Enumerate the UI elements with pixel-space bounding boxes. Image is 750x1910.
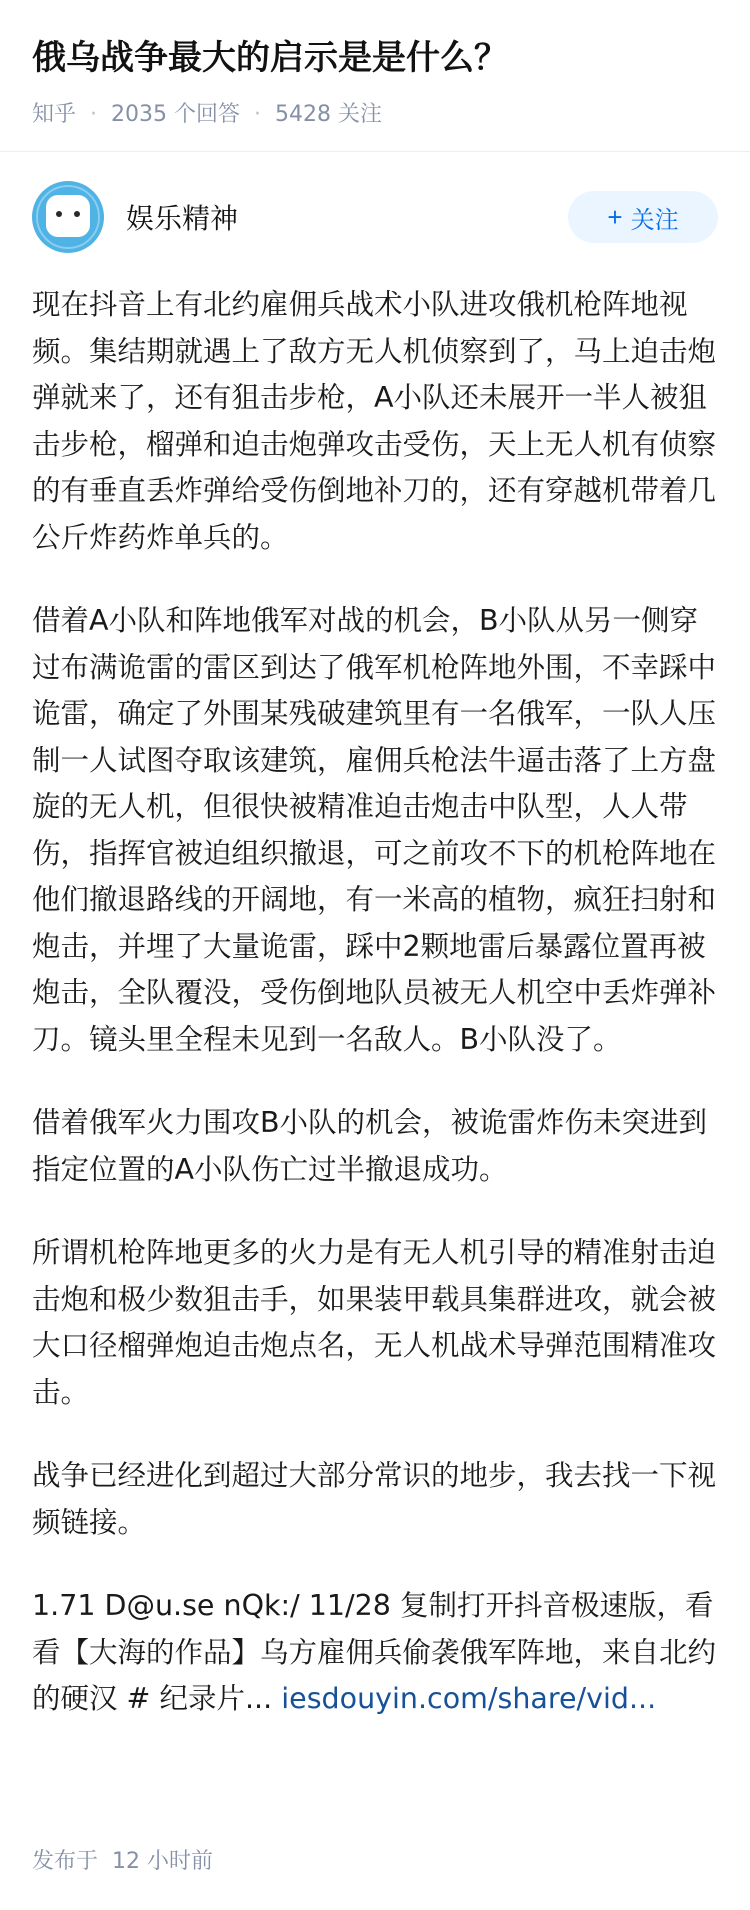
paragraph-gap: [32, 1063, 718, 1100]
question-header: [0, 0, 750, 152]
follower-count[interactable]: 5428 关注: [275, 102, 382, 127]
answer-paragraph: 借着A小队和阵地俄军对战的机会，B小队从另一侧穿过布满诡雷的雷区到达了俄军机枪阵地外围，不幸踩中诡雷，确定了外围某残破建筑里有一名俄军，一队人压制一人试图夺取该建筑，雇佣兵枪法牛逼击落了上方盘旋的无人机，但很快被精准迫击炮击中队型，人人带伤，指挥官被迫组织撤退，可之前攻不下的机枪阵地在他们撤退路线的开阔地，有一米高的植物，疯狂扫射和炮击，并埋了大量诡雷，踩中2颗地雷后暴露位置再被炮击，全队覆没，受伤倒地队员被无人机空中丢炸弹补刀。镜头里全程未见到一名敌人。B小队没了。: [32, 604, 717, 1056]
paragraph-gap: [32, 1416, 718, 1453]
answer-paragraph: 借着俄军火力围攻B小队的机会，被诡雷炸伤未突进到指定位置的A小队伤亡过半撤退成功。: [32, 1106, 708, 1186]
answer-content: [0, 282, 750, 1723]
paragraph-gap: [32, 1193, 718, 1230]
follow-button[interactable]: [568, 191, 718, 243]
question-title[interactable]: 俄乌战争最大的启示是是什么？: [32, 38, 508, 78]
plus-icon: +: [607, 202, 623, 232]
avatar-eye-icon: [74, 211, 80, 217]
share-paragraph: [32, 1583, 718, 1723]
follow-label: 关注: [630, 206, 679, 234]
meta-separator: ·: [254, 102, 261, 127]
author-name[interactable]: 娱乐精神: [126, 202, 239, 235]
paragraph-gap: [32, 561, 718, 598]
answer-count[interactable]: 2035 个回答: [111, 102, 240, 127]
source-label[interactable]: 知乎: [32, 102, 77, 127]
share-link[interactable]: iesdouyin.com/share/vid...: [281, 1682, 657, 1715]
publish-info: [32, 1844, 213, 1875]
avatar-face-icon: [46, 195, 90, 237]
answer-paragraph: 战争已经进化到超过大部分常识的地步，我去找一下视频链接。: [32, 1459, 717, 1539]
avatar-eye-icon: [56, 211, 62, 217]
avatar[interactable]: [32, 181, 104, 253]
question-meta: [32, 100, 718, 130]
share-text: 1.71 D@u.se nQk:/ 11/28 复制打开抖音极速版，看看【大海的作品】乌方雇佣兵偷袭俄军阵地，来自北约的硬汉 # 纪录片...: [32, 1589, 717, 1715]
paragraph-gap: [32, 1546, 718, 1583]
author-row: [0, 152, 750, 282]
published-time: 12 小时前: [112, 1849, 214, 1874]
answer-paragraph: 所谓机枪阵地更多的火力是有无人机引导的精准射击迫击炮和极少数狙击手，如果装甲载具集群进攻，就会被大口径榴弹炮迫击炮点名，无人机战术导弹范围精准攻击。: [32, 1236, 717, 1409]
meta-separator: ·: [90, 102, 98, 127]
published-label: 发布于: [32, 1849, 99, 1874]
answer-paragraph: 现在抖音上有北约雇佣兵战术小队进攻俄机枪阵地视频。集结期就遇上了敌方无人机侦察到了，马上迫击炮弹就来了，还有狙击步枪，A小队还未展开一半人被狙击步枪，榴弹和迫击炮弹攻击受伤，天上无人机有侦察的有垂直丢炸弹给受伤倒地补刀的，还有穿越机带着几公斤炸药炸单兵的。: [32, 288, 717, 554]
